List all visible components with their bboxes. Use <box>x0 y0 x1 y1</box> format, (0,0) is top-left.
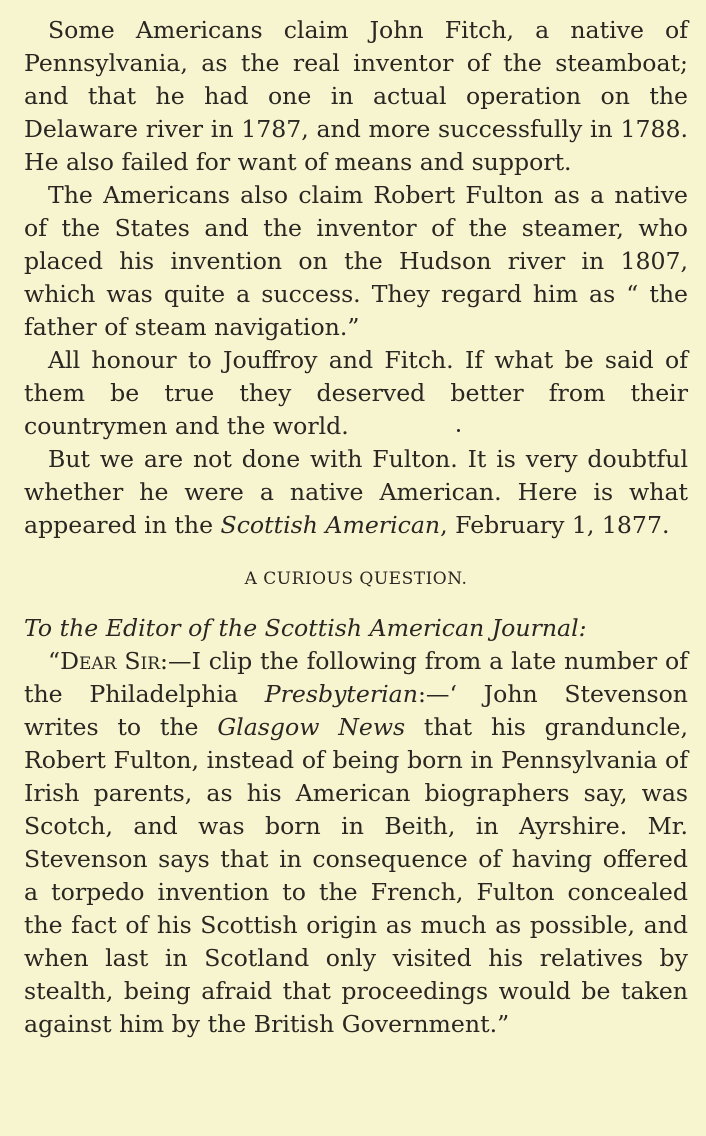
stray-dot-mark <box>457 429 460 432</box>
letter-text-2: :—‘ John Stevenson writes to the <box>24 680 688 741</box>
paragraph-not-done <box>24 443 688 542</box>
letter-text-3: that his granduncle, Robert Fulton, instead of being born in Pennsylvania of Irish parents, as his American biographers say, was Scotch, and was born in Beith, in Ayrshire. Mr. Stevenson says that in consequence of having offered a torpedo invention to the French, Fulton concealed the fact of his Scottish origin as much as possible, and when last in Scotland only visited his relatives by stealth, being afraid that proceedings would be taken against him by the British Government.” <box>24 713 688 1038</box>
letter-salutation: To the Editor of the Scottish American Journal: <box>24 614 587 642</box>
presbyterian-title: Presbyterian <box>264 680 418 708</box>
letter-text-1: :—I clip the following from a late number of the Philadelphia <box>24 647 688 708</box>
letter-body <box>24 645 688 1041</box>
paragraph-honour: All honour to Jouffroy and Fitch. If what be said of them be true they deserved better from their countrymen and the world. <box>24 346 688 440</box>
publication-title: Scottish American <box>220 511 441 539</box>
paragraph-not-done-date: , February 1, 1877. <box>440 511 670 539</box>
paragraph-fitch: Some Americans claim John Fitch, a native of Pennsylvania, as the real inventor of the steamboat; and that he had one in actual operation on the Delaware river in 1787, and more successfully in 1788. He also failed for want of means and support. <box>24 16 688 176</box>
paragraph-fulton: The Americans also claim Robert Fulton as a native of the States and the inventor of the steamer, who placed his invention on the Hudson river in 1807, which was quite a success. They regard him as “ the father of steam navigation.” <box>24 181 688 341</box>
letter-greeting: Dear Sir <box>60 647 161 675</box>
letter-open-quote: “ <box>48 647 61 675</box>
paragraph-not-done-text: But we are not done with Fulton. It is very doubtful whether he were a native American. Here is what appeared in the <box>24 445 688 539</box>
glasgow-news-title: Glasgow News <box>217 713 406 741</box>
section-heading: A CURIOUS QUESTION. <box>244 569 468 589</box>
